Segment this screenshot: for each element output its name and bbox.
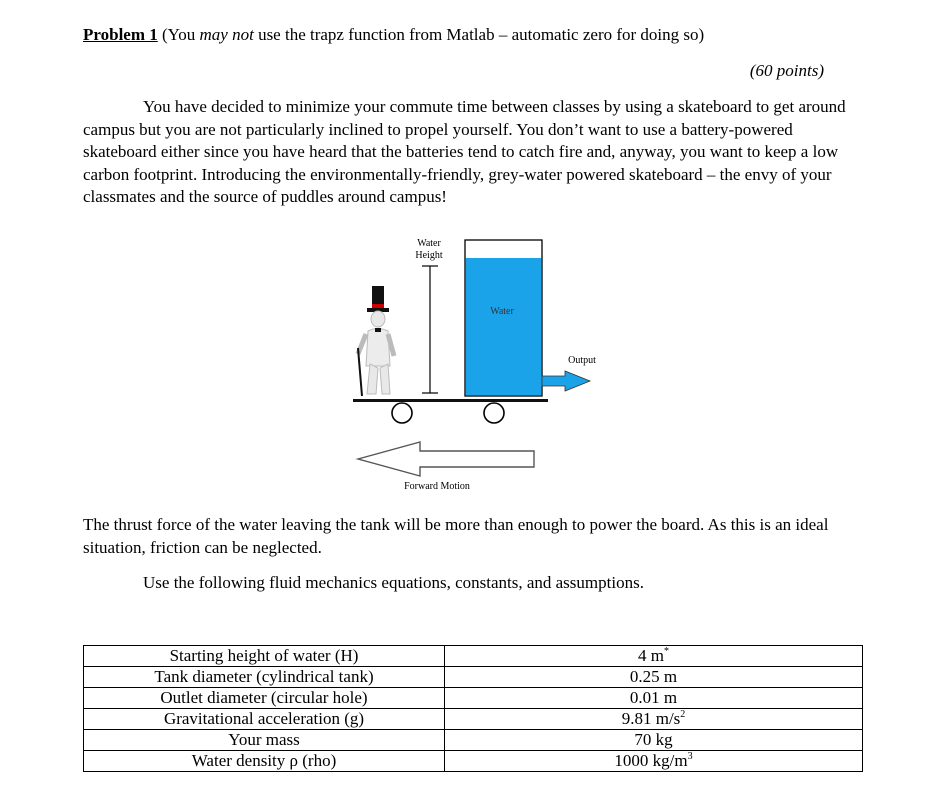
constant-label: Gravitational acceleration (g) [84, 709, 445, 730]
constant-value-superscript: * [663, 646, 669, 657]
table-row [84, 646, 863, 667]
gentleman-figure [358, 286, 394, 396]
skateboard-figure [350, 236, 610, 496]
forward-motion-arrow [358, 442, 534, 476]
constant-value-superscript: 3 [687, 751, 693, 762]
output-arrow [542, 371, 590, 391]
constant-label: Starting height of water (H) [84, 646, 445, 667]
problem-note-emphasis: may not [199, 25, 254, 44]
constant-value [445, 646, 863, 667]
constant-value [445, 688, 863, 709]
forward-motion-label: Forward Motion [404, 481, 470, 492]
constant-value-text: 9.81 m/s [621, 709, 681, 728]
output-label: Output [568, 355, 596, 366]
constant-label: Your mass [84, 730, 445, 751]
front-wheel [392, 403, 412, 423]
constant-value [445, 751, 863, 772]
problem-heading [83, 24, 704, 46]
skateboard-deck [353, 399, 548, 402]
problem-note: (You [157, 25, 200, 44]
problem-note-end: use the trapz function from Matlab – automatic zero for doing so) [253, 25, 705, 44]
constant-value-text: 4 m [638, 646, 664, 665]
constant-value-superscript: 2 [680, 709, 686, 720]
intro-paragraph [83, 96, 863, 209]
thrust-paragraph [83, 514, 863, 559]
constant-value-text: 0.25 m [629, 667, 678, 686]
constant-value [445, 730, 863, 751]
constant-value-text: 70 kg [634, 730, 673, 749]
instructions-line: Use the following fluid mechanics equations, constants, and assumptions. [143, 573, 644, 592]
problem-label: Problem 1 [83, 25, 158, 44]
table-row [84, 751, 863, 772]
constant-label: Tank diameter (cylindrical tank) [84, 667, 445, 688]
constant-value [445, 709, 863, 730]
constants-table [83, 645, 863, 772]
rear-wheel [484, 403, 504, 423]
water-height-label-1: Water [417, 238, 441, 249]
constant-value [445, 667, 863, 688]
constant-value-text: 1000 kg/m [614, 751, 688, 770]
table-row [84, 709, 863, 730]
intro-text: You have decided to minimize your commute time between classes by using a skateboard to get around campus but you are not particularly inclined to propel yourself. You don’t want to use a battery-powered skateboard either since you have heard that the batteries tend to catch fire and, anyway, you want to keep a low carbon footprint. Introducing the environmentally-friendly, grey-water powered skateboard – the envy of your classmates and the source of puddles around campus! [83, 97, 846, 206]
constant-label: Water density ρ (rho) [84, 751, 445, 772]
table-row [84, 730, 863, 751]
points-label: (60 points) [749, 61, 824, 80]
constant-label: Outlet diameter (circular hole) [84, 688, 445, 709]
water-height-marker [422, 266, 438, 393]
table-row [84, 667, 863, 688]
thrust-text: The thrust force of the water leaving the tank will be more than enough to power the board. As this is an ideal situation, friction can be neglected. [83, 515, 829, 557]
skateboard-diagram [350, 236, 610, 496]
water-fill [466, 258, 542, 395]
constant-value-text: 0.01 m [629, 688, 678, 707]
water-height-label-2: Height [415, 250, 443, 261]
table-row [84, 688, 863, 709]
water-label: Water [490, 306, 514, 317]
